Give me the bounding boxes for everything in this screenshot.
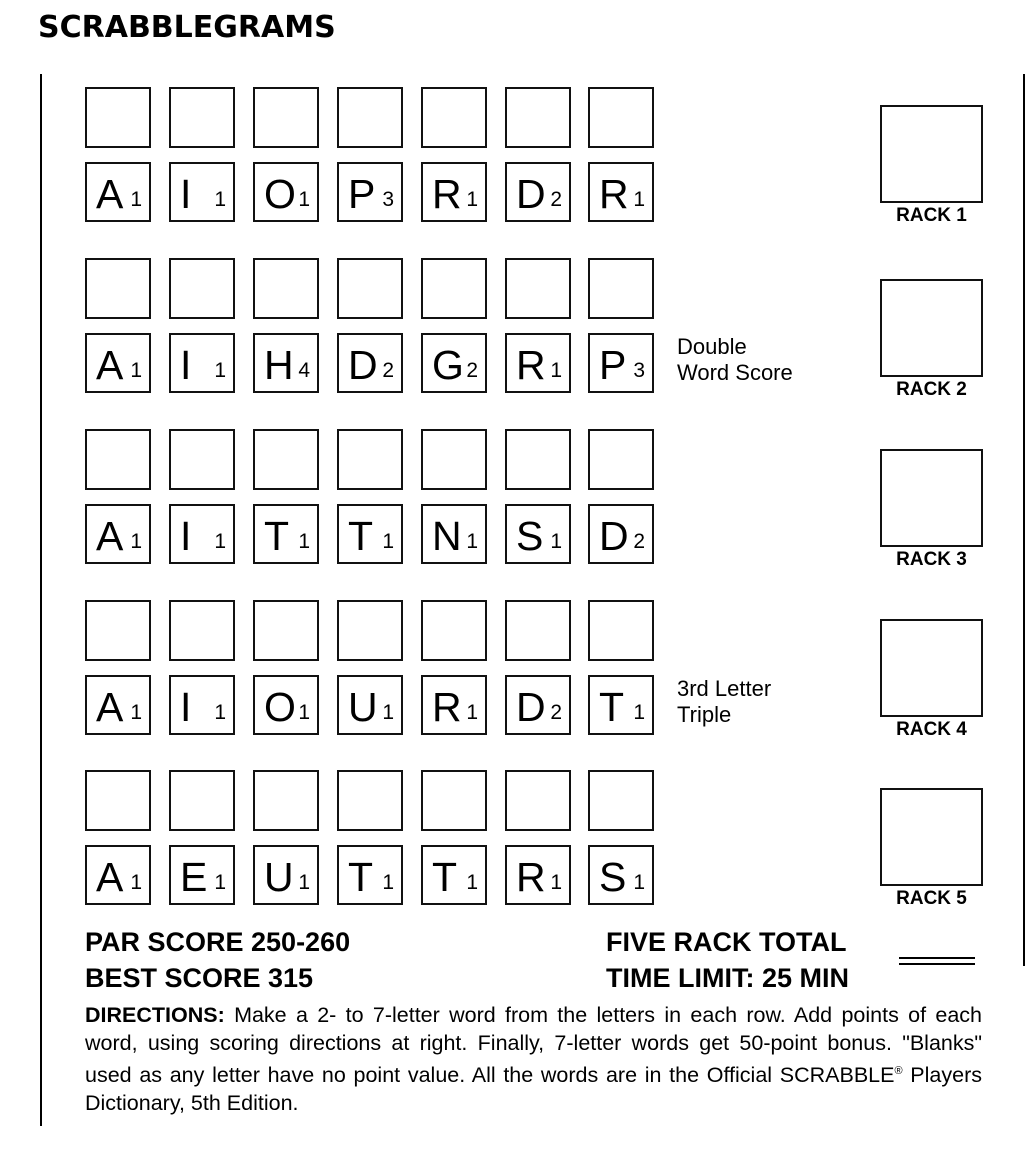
tile-letter: R <box>432 684 462 730</box>
answer-box[interactable] <box>337 429 403 490</box>
answer-box[interactable] <box>253 429 319 490</box>
answer-box[interactable] <box>337 770 403 831</box>
tile-points: 1 <box>550 871 562 894</box>
rack-label: RACK 3 <box>896 549 967 570</box>
answer-box[interactable] <box>85 429 151 490</box>
letter-tile <box>169 504 235 564</box>
letter-tile <box>505 504 571 564</box>
answer-box[interactable] <box>85 87 151 148</box>
letter-tile <box>85 675 151 735</box>
tile-points: 1 <box>466 188 478 211</box>
tile-points: 1 <box>298 701 310 724</box>
answer-box[interactable] <box>588 429 654 490</box>
letter-tile <box>253 845 319 905</box>
letter-tile <box>588 333 654 393</box>
total-answer-line[interactable] <box>899 957 975 959</box>
tile-letter: U <box>348 684 378 730</box>
letter-tile <box>421 845 487 905</box>
answer-box[interactable] <box>337 258 403 319</box>
letter-tile <box>169 162 235 222</box>
tile-points: 1 <box>382 530 394 553</box>
tile-letter: I <box>180 342 192 388</box>
answer-box[interactable] <box>169 770 235 831</box>
tile-letter: T <box>264 513 290 559</box>
answer-box[interactable] <box>588 258 654 319</box>
letter-tile <box>85 162 151 222</box>
answer-box[interactable] <box>169 87 235 148</box>
tile-points: 2 <box>633 530 645 553</box>
tile-points: 1 <box>214 871 226 894</box>
letter-tile <box>421 333 487 393</box>
answer-box[interactable] <box>337 600 403 661</box>
letter-tile <box>505 845 571 905</box>
answer-box[interactable] <box>505 87 571 148</box>
rack-label: RACK 5 <box>896 888 967 909</box>
tile-points: 2 <box>550 188 562 211</box>
rack-label: RACK 1 <box>896 205 967 226</box>
letter-tile <box>85 333 151 393</box>
tile-letter: A <box>96 854 124 900</box>
directions <box>85 1001 982 1117</box>
letter-tile <box>421 504 487 564</box>
answer-box[interactable] <box>421 770 487 831</box>
answer-box[interactable] <box>253 258 319 319</box>
tile-points: 1 <box>214 359 226 382</box>
tile-points: 2 <box>550 701 562 724</box>
tile-points: 1 <box>214 701 226 724</box>
tile-letter: I <box>180 684 192 730</box>
tile-letter: R <box>432 171 462 217</box>
tile-points: 1 <box>298 871 310 894</box>
tile-points: 1 <box>382 701 394 724</box>
tile-letter: S <box>516 513 544 559</box>
tile-points: 1 <box>214 188 226 211</box>
tile-points: 3 <box>633 359 645 382</box>
tile-points: 1 <box>550 530 562 553</box>
tile-letter: G <box>432 342 464 388</box>
answer-box[interactable] <box>85 258 151 319</box>
tile-letter: T <box>432 854 458 900</box>
letter-tile <box>588 675 654 735</box>
tile-points: 2 <box>466 359 478 382</box>
answer-box[interactable] <box>169 258 235 319</box>
scoring-note: Double Word Score <box>677 334 793 385</box>
letter-tile <box>253 675 319 735</box>
letter-tile <box>337 504 403 564</box>
answer-box[interactable] <box>421 429 487 490</box>
directions-text: Make a 2- to 7-letter word from the letters in each row. Add points of each word, using scoring directions at right. Finally, 7-letter words get 50-point bonus. "Blanks" used as any letter have no point value. All the words are in the Official SCRABBLE <box>85 1003 982 1088</box>
tile-points: 1 <box>466 701 478 724</box>
letter-tile <box>169 675 235 735</box>
letter-tile <box>588 504 654 564</box>
tile-letter: P <box>599 342 627 388</box>
tile-points: 1 <box>130 530 142 553</box>
tile-letter: S <box>599 854 627 900</box>
tile-letter: R <box>599 171 629 217</box>
tile-points: 2 <box>382 359 394 382</box>
left-border-line <box>40 74 42 1126</box>
answer-box[interactable] <box>505 600 571 661</box>
right-border-line <box>1023 74 1025 966</box>
answer-box[interactable] <box>85 600 151 661</box>
tile-letter: A <box>96 342 124 388</box>
answer-box[interactable] <box>505 770 571 831</box>
total-answer-line-double <box>899 963 975 965</box>
answer-box[interactable] <box>421 87 487 148</box>
tile-points: 1 <box>130 701 142 724</box>
tile-points: 1 <box>550 359 562 382</box>
letter-tile <box>421 162 487 222</box>
answer-box[interactable] <box>169 429 235 490</box>
rack-score-box[interactable] <box>880 105 983 203</box>
tile-letter: O <box>264 684 296 730</box>
letter-tile <box>253 504 319 564</box>
tile-letter: T <box>348 513 374 559</box>
par-score: PAR SCORE 250-260 <box>85 927 351 957</box>
rack-score-box[interactable] <box>880 619 983 717</box>
answer-box[interactable] <box>169 600 235 661</box>
letter-tile <box>588 845 654 905</box>
answer-box[interactable] <box>253 770 319 831</box>
tile-points: 1 <box>298 188 310 211</box>
letter-tile <box>169 333 235 393</box>
letter-tile <box>505 333 571 393</box>
letter-tile <box>253 162 319 222</box>
time-limit: TIME LIMIT: 25 MIN <box>606 963 849 993</box>
answer-box[interactable] <box>421 258 487 319</box>
puzzle-title: SCRABBLEGRAMS <box>38 10 336 45</box>
best-score: BEST SCORE 315 <box>85 963 314 993</box>
tile-letter: A <box>96 513 124 559</box>
rack-score-box[interactable] <box>880 449 983 547</box>
letter-tile <box>253 333 319 393</box>
answer-box[interactable] <box>588 770 654 831</box>
answer-box[interactable] <box>253 87 319 148</box>
letter-tile <box>337 162 403 222</box>
tile-points: 1 <box>130 188 142 211</box>
tile-letter: T <box>348 854 374 900</box>
tile-letter: N <box>432 513 462 559</box>
tile-points: 1 <box>633 188 645 211</box>
directions-tail: Players Dictionary, 5th Edition. <box>85 1063 982 1116</box>
scoring-note: 3rd Letter Triple <box>677 676 772 727</box>
rack-label: RACK 2 <box>896 379 967 400</box>
letter-tile <box>337 675 403 735</box>
letter-tile <box>85 845 151 905</box>
tile-points: 1 <box>298 530 310 553</box>
answer-box[interactable] <box>505 258 571 319</box>
answer-box[interactable] <box>253 600 319 661</box>
tile-points: 4 <box>298 359 310 382</box>
rack-score-box[interactable] <box>880 788 983 886</box>
rack-label: RACK 4 <box>896 719 967 740</box>
five-rack-total-label: FIVE RACK TOTAL <box>606 927 847 957</box>
tile-letter: H <box>264 342 294 388</box>
tile-points: 3 <box>382 188 394 211</box>
tile-letter: E <box>180 854 208 900</box>
letter-tile <box>421 675 487 735</box>
registered-mark: ® <box>894 1065 903 1077</box>
tile-points: 1 <box>130 871 142 894</box>
tile-letter: A <box>96 171 124 217</box>
tile-letter: D <box>348 342 378 388</box>
letter-tile <box>588 162 654 222</box>
answer-box[interactable] <box>588 600 654 661</box>
tile-points: 1 <box>214 530 226 553</box>
answer-box[interactable] <box>85 770 151 831</box>
rack-score-box[interactable] <box>880 279 983 377</box>
tile-points: 1 <box>130 359 142 382</box>
tile-points: 1 <box>466 530 478 553</box>
tile-letter: A <box>96 684 124 730</box>
answer-box[interactable] <box>505 429 571 490</box>
tile-letter: I <box>180 513 192 559</box>
tile-points: 1 <box>633 871 645 894</box>
tile-letter: U <box>264 854 294 900</box>
tile-letter: R <box>516 854 546 900</box>
tile-points: 1 <box>382 871 394 894</box>
tile-points: 1 <box>633 701 645 724</box>
tile-letter: D <box>516 684 546 730</box>
letter-tile <box>85 504 151 564</box>
tile-letter: I <box>180 171 192 217</box>
letter-tile <box>337 333 403 393</box>
tile-letter: T <box>599 684 625 730</box>
tile-letter: D <box>516 171 546 217</box>
tile-letter: R <box>516 342 546 388</box>
letter-tile <box>505 162 571 222</box>
answer-box[interactable] <box>588 87 654 148</box>
letter-tile <box>505 675 571 735</box>
tile-letter: D <box>599 513 629 559</box>
tile-points: 1 <box>466 871 478 894</box>
directions-label: DIRECTIONS: <box>85 1003 225 1027</box>
letter-tile <box>169 845 235 905</box>
answer-box[interactable] <box>421 600 487 661</box>
tile-letter: O <box>264 171 296 217</box>
answer-box[interactable] <box>337 87 403 148</box>
letter-tile <box>337 845 403 905</box>
tile-letter: P <box>348 171 376 217</box>
